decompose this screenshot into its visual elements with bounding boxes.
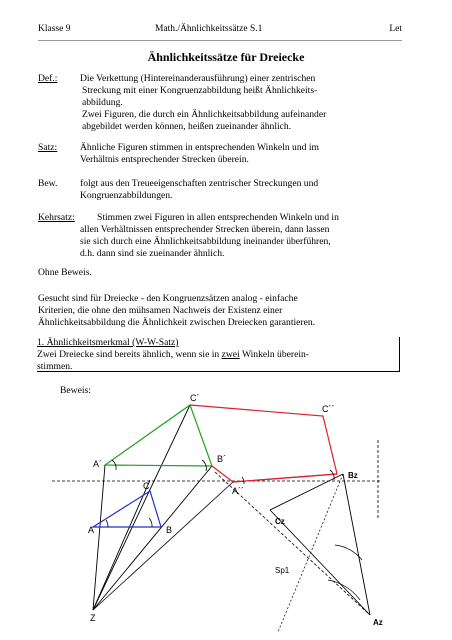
construction-line (270, 510, 370, 615)
definition-line: abbildung. (82, 97, 123, 108)
label-a-prime2: A´´ (232, 486, 244, 496)
label-b: B (166, 525, 173, 535)
label-c: C (143, 481, 150, 491)
kehrsatz-line: Stimmen zwei Figuren in allen entsprechenden Winkeln und in (97, 212, 339, 223)
beweis-label: Beweis: (60, 385, 91, 396)
header-rule (38, 40, 402, 41)
label-c-double: C´´ (322, 404, 335, 414)
angle-arc (106, 520, 108, 527)
header-author: Let (389, 24, 402, 34)
kehrsatz-line: sie sich durch eine Ähnlichkeitsabbildung ineinander überführen, (80, 236, 331, 247)
construction-line (93, 482, 233, 610)
angle-arc (149, 518, 152, 527)
header-class: Klasse 9 (38, 24, 71, 34)
kehrsatz-line: allen Verhältnissen entsprechender Strecken überein, dann lassen (80, 224, 330, 235)
merkmal-box (37, 337, 400, 372)
label-a: A (88, 525, 95, 535)
angle-arc (328, 580, 360, 600)
definition-text (80, 73, 410, 133)
beweis-short-label: Bew. (38, 178, 58, 189)
label-sp1: Sp1 (275, 566, 290, 575)
satz-line: Ähnliche Figuren stimmen in entsprechenden Winkeln und im (80, 142, 319, 153)
label-az: Az (373, 618, 383, 627)
kehrsatz-text (80, 212, 405, 260)
label-b-prime: B´ (217, 454, 226, 464)
beweis-short-line: folgt aus den Treueeigenschaften zentrischer Streckungen und (80, 178, 319, 189)
beweis-short-line: Kongruenzabbildungen. (80, 190, 173, 201)
merkmal-line (37, 349, 309, 361)
satz-line: Verhältnis entsprechender Strecken überein. (80, 154, 249, 165)
construction-line (270, 474, 343, 510)
kehrsatz-label: Kehrsatz: (38, 212, 75, 223)
merkmal-line1-post: Winkeln überein- (239, 349, 309, 360)
gesucht-line: Ähnlichkeitsabbildung die Ähnlichkeit zwischen Dreiecken garantieren. (38, 317, 316, 328)
merkmal-line1-pre: Zwei Dreiecke sind bereits ähnlich, wenn sie in (37, 349, 222, 360)
angle-arc (242, 477, 244, 484)
satz-label: Satz: (38, 142, 58, 153)
ohne-beweis: Ohne Beweis. (38, 267, 92, 278)
definition-line: Streckung mit einer Kongruenzabbildung heißt Ähnlichkeits- (82, 85, 318, 96)
definition-label: Def.: (38, 73, 58, 84)
label-c-prime: C´ (190, 393, 200, 403)
gesucht-line: Gesucht sind für Dreiecke - den Kongruenzsätzen analog - einfache (38, 293, 298, 304)
label-z: Z (90, 613, 96, 623)
kehrsatz-line: d.h. dann sind sie zueinander ähnlich. (80, 248, 225, 259)
merkmal-line: stimmen. (37, 361, 73, 372)
merkmal-heading: 1. Ähnlichkeitsmerkmal (W-W-Satz) (37, 337, 179, 348)
satz-text (80, 142, 410, 166)
label-cz: Cz (275, 517, 285, 526)
header-subject: Math./Ähnlichkeitssätze S.1 (155, 24, 263, 34)
similarity-figure (0, 392, 452, 640)
merkmal-line1-underlined: zwei (221, 349, 240, 360)
red-triangle (190, 405, 337, 482)
construction-line (343, 474, 370, 615)
definition-line: Zwei Figuren, die durch ein Ähnlichkeitsabbildung aufeinander (82, 109, 327, 120)
green-triangle (105, 405, 212, 466)
definition-line: abgebildet werden können, heißen zueinander ähnlich. (82, 121, 292, 132)
gesucht-line: Kriterien, die ohne den mühsamen Nachweis der Existenz einer (38, 305, 283, 316)
page-title: Ähnlichkeitssätze für Dreiecke (147, 50, 305, 64)
blue-triangle (93, 491, 161, 527)
definition-line: Die Verkettung (Hintereinanderausführung) einer zentrischen (80, 73, 316, 84)
ray-line (93, 480, 150, 610)
ray-line (93, 405, 190, 610)
label-a-prime: A´ (93, 459, 102, 469)
ray-line (93, 466, 212, 610)
beweis-short-text (80, 178, 410, 202)
label-bz: Bz (348, 471, 358, 480)
construction-line (278, 474, 343, 632)
gesucht-text (38, 293, 408, 329)
page-header (38, 24, 402, 38)
